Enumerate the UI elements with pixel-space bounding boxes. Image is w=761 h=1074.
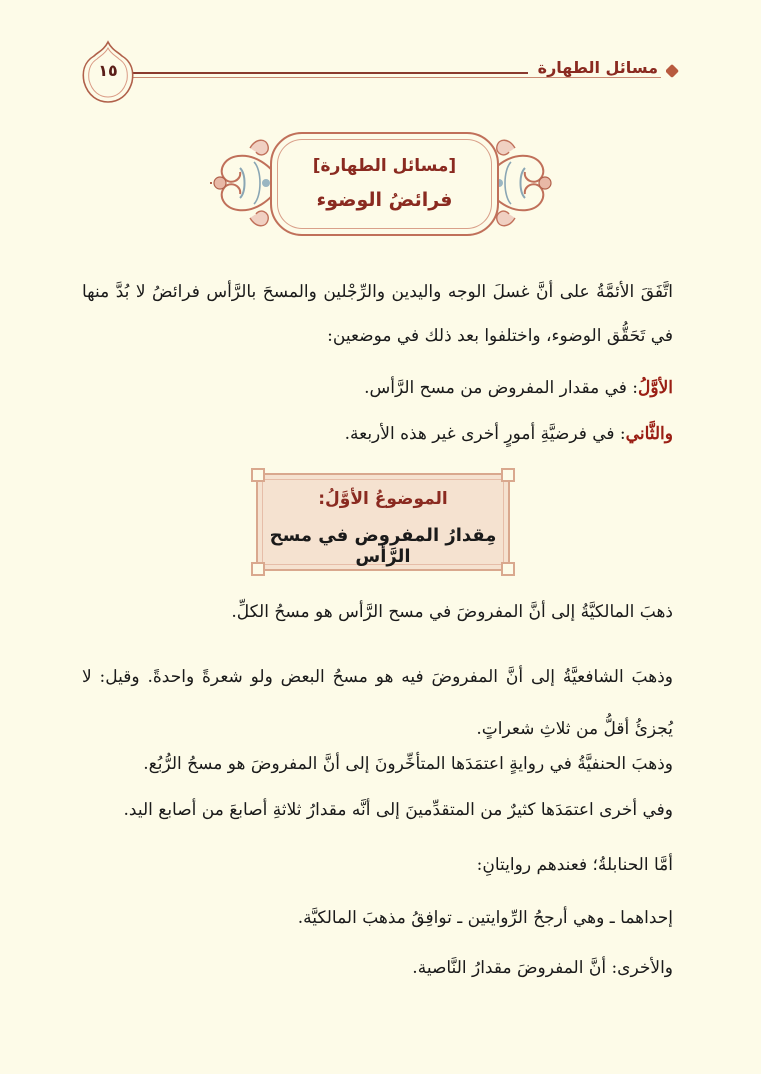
page-number: ١٥ <box>98 61 118 80</box>
corner-notch-icon <box>251 468 265 482</box>
title-cartouche <box>210 124 555 242</box>
first-point-text: : في مقدار المفروض من مسح الرَّأس. <box>364 378 639 398</box>
hanafi-paragraph-2: وفي أخرى اعتمَدَها كثيرٌ من المتقدِّمينَ إلى أنَّه مقدارُ ثلاثةِ أصابعَ من أصابع اليد. <box>123 800 673 820</box>
second-point-label: والثَّاني <box>625 424 673 444</box>
subheading-title: مِقدارُ المفروض في مسح الرَّأس <box>269 525 497 567</box>
first-point <box>82 376 673 400</box>
second-point <box>82 422 673 446</box>
shafii-paragraph: وذهبَ الشافعيَّةُ إلى أنَّ المفروضَ فيه هو مسحُ البعض ولو شعرةً واحدةً. وقيل: لا يُجزئُ أقلُّ من ثلاثِ شعراتٍ. <box>82 667 673 739</box>
header-rule-thin <box>130 77 661 78</box>
first-point-label: الأوَّلُ <box>638 378 673 398</box>
hanafi-paragraph-1: وذهبَ الحنفيَّةُ في روايةٍ اعتمَدَها المتأخِّرونَ إلى أنَّ المفروضَ هو مسحُ الرُّبُع. <box>143 754 673 774</box>
subheading-label: الموضوعُ الأوَّلُ: <box>318 489 448 509</box>
subheading-box <box>256 473 510 571</box>
hanbali-first-narration: إحداهما ـ وهي أرجحُ الرِّوايتين ـ توافِقُ مذهبَ المالكيَّة. <box>297 908 673 928</box>
title-frame <box>270 132 499 236</box>
running-title: مسائل الطهارة <box>528 58 666 77</box>
second-point-text: : في فرضيَّةِ أمورٍ أخرى غير هذه الأربعة. <box>344 424 626 444</box>
intro-paragraph: اتَّفَقَ الأئمَّةُ على أنَّ غسلَ الوجه واليدين والرِّجْلين والمسحَ بالرَّأس فرائضُ لا بُدَّ منها في تَحَقُّق الوضوء، واختلفوا بعد ذلك في موضعين: <box>82 282 673 346</box>
header-ornament-icon <box>665 64 679 78</box>
hanbali-second-narration: والأخرى: أنَّ المفروضَ مقدارُ النَّاصية. <box>412 958 673 978</box>
hanbali-paragraph: أمَّا الحنابلةُ؛ فعندهم روايتانِ: <box>476 855 673 875</box>
title-section-label: [مسائل الطهارة] <box>312 156 457 176</box>
corner-notch-icon <box>501 468 515 482</box>
maliki-paragraph: ذهبَ المالكيَّةُ إلى أنَّ المفروضَ في مسح الرَّأس هو مسحُ الكلِّ. <box>231 602 673 622</box>
title-heading: فرائضُ الوضوء <box>316 189 453 211</box>
